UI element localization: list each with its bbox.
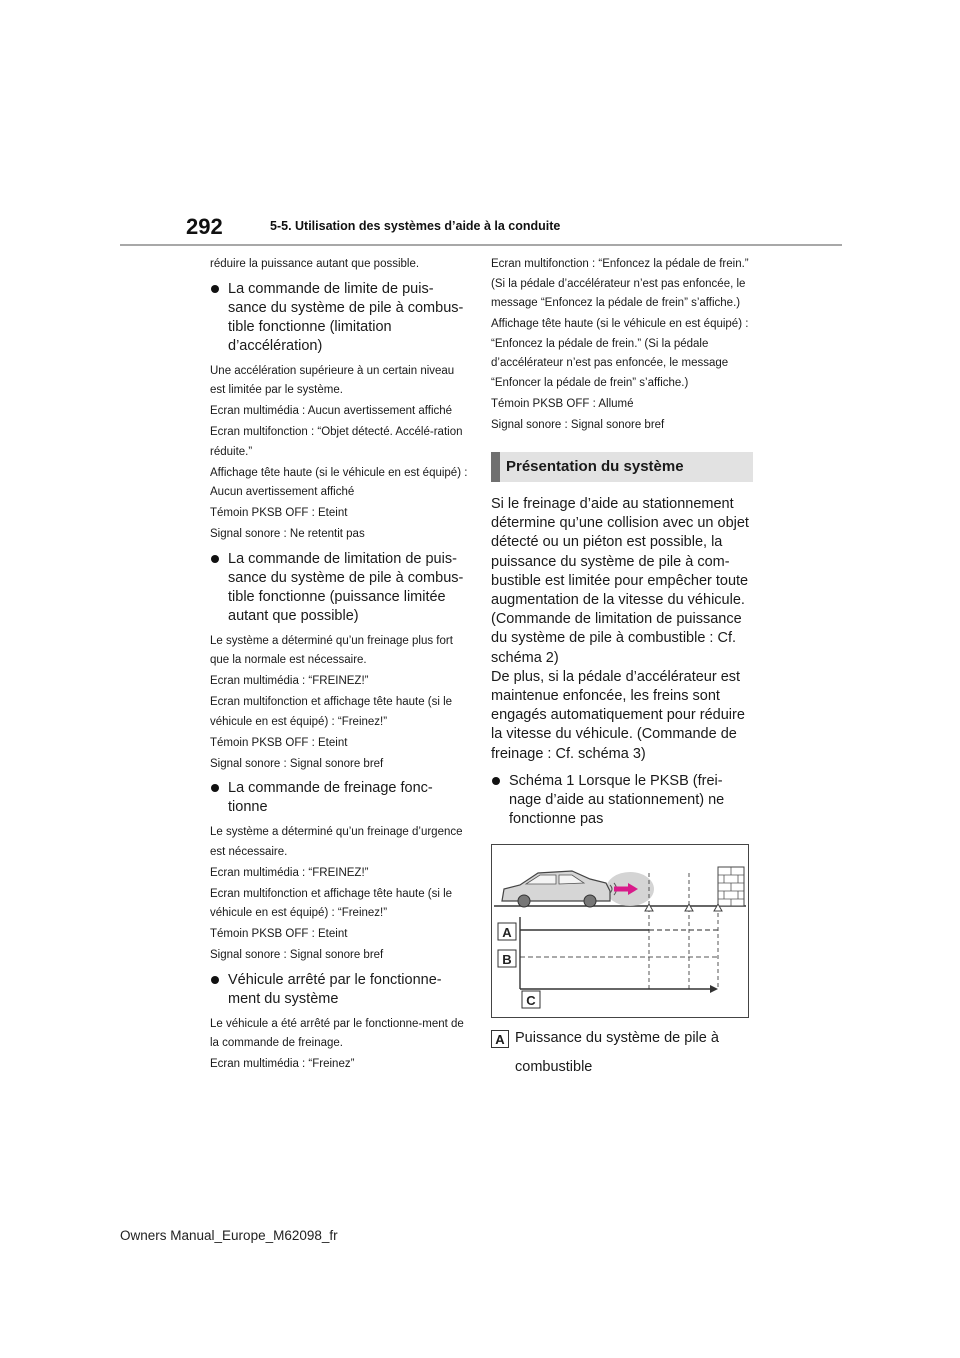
right-column xyxy=(491,255,753,1077)
detail-line: Témoin PKSB OFF : Eteint xyxy=(210,928,348,940)
legend-badge-a: A xyxy=(491,1030,509,1048)
overview-paragraph-2: De plus, si la pédale d’accélérateur est maintenue enfoncée, les freins sont engagés automatiquement pour réduire la vitesse du véhicule. (Commande de freinage : Cf. schéma 3) xyxy=(491,668,745,762)
detail-line: Le système a déterminé qu’un freinage d’urgence est nécessaire. xyxy=(210,826,463,858)
legend-label-continued: combustible xyxy=(515,1058,593,1075)
detail-line: Affichage tête haute (si le véhicule en est équipé) : “Enfoncez la pédale de frein.” (Si la pédale d’accélérateur n’est pas enfoncée, le message “Enfoncer la pédale de frein” s’affiche.) xyxy=(491,318,749,389)
label-c: C xyxy=(526,992,536,1008)
detail-line: Témoin PKSB OFF : Eteint xyxy=(210,507,348,519)
detail-line: Signal sonore : Ne retentit pas xyxy=(210,528,365,540)
detail-line: Ecran multimédia : Aucun avertissement affiché xyxy=(210,405,453,417)
triangle-marker-1 xyxy=(645,904,653,911)
triangle-marker-2 xyxy=(685,904,693,911)
detail-line: Le véhicule a été arrêté par le fonctionne-ment de la commande de freinage. xyxy=(210,1017,464,1049)
detail-line: Signal sonore : Signal sonore bref xyxy=(210,949,384,961)
section-heading: Présentation du système xyxy=(491,452,753,482)
diagram-schema-1 xyxy=(491,844,749,1018)
detail-line: Témoin PKSB OFF : Allumé xyxy=(491,397,634,410)
overview-paragraph: Si le freinage d’aide au stationnement détermine qu’une collision avec un objet détecté ou un piéton est possible, la puissance du système de pile à com-bustible est limitée pour empêcher toute augmentation de la vitesse du véhicule. (Commande de limitation de puissance du système de pile à combustible : Cf. schéma 2) xyxy=(491,496,749,666)
x-axis-arrowhead xyxy=(710,985,718,993)
page-number: 292 xyxy=(186,214,223,239)
header-rule xyxy=(120,244,842,246)
car-icon xyxy=(502,871,617,907)
legend-row xyxy=(491,1028,753,1050)
detail-line: Ecran multimédia : “FREINEZ!” xyxy=(210,866,369,879)
bullet-brake-control: La commande de freinage fonc-tionne xyxy=(210,779,472,817)
bullet-vehicle-stopped: Véhicule arrêté par le fonctionne-ment du système xyxy=(210,971,472,1009)
legend-label: Puissance du système de pile à xyxy=(515,1029,719,1046)
detail-line: Témoin PKSB OFF : Eteint xyxy=(210,736,348,749)
bullet-diagram-1: Schéma 1 Lorsque le PKSB (frei-nage d’aide au stationnement) ne fonctionne pas xyxy=(491,772,753,829)
section-title: 5-5. Utilisation des systèmes d’aide à la conduite xyxy=(270,219,561,233)
diagram-svg xyxy=(492,845,748,1017)
detail-line: Ecran multimédia : “Freinez” xyxy=(210,1058,355,1070)
bullet-acceleration-limit: La commande de limite de puis-sance du système de pile à combus-tible fonctionne (limitation d’accélération) xyxy=(210,280,472,356)
detail-line: Ecran multimédia : “FREINEZ!” xyxy=(210,675,369,687)
detail-line: Le système a déterminé qu’un freinage plus fort que la normale est nécessaire. xyxy=(210,634,453,666)
footer-text: Owners Manual_Europe_M62098_fr xyxy=(120,1228,338,1243)
bullet-power-limited: La commande de limitation de puis-sance du système de pile à combus-tible fonctionne (puissance limitée autant que possible) xyxy=(210,550,472,626)
detail-line: Affichage tête haute (si le véhicule en est équipé) : Aucun avertissement affiché xyxy=(210,466,468,498)
detail-line: Signal sonore : Signal sonore bref xyxy=(491,418,665,431)
wall-icon xyxy=(718,867,744,906)
detail-line: Signal sonore : Signal sonore bref xyxy=(210,757,384,770)
detail-line: Ecran multifonction et affichage tête haute (si le véhicule en est équipé) : “Freinez!” xyxy=(210,887,453,919)
detail-line: Une accélération supérieure à un certain niveau est limitée par le système. xyxy=(210,364,455,396)
label-a: A xyxy=(502,924,512,940)
detail-line: Ecran multifonction : “Objet détecté. Accélé-ration réduite.” xyxy=(210,426,463,458)
left-column xyxy=(210,255,472,1076)
detail-line: Ecran multifonction : “Enfoncez la pédale de frein.” (Si la pédale d’accélérateur n’est pas enfoncée, le message “Enfoncez la pédale de frein” s’affiche.) xyxy=(491,258,749,309)
label-b: B xyxy=(502,951,512,967)
intro-line: réduire la puissance autant que possible. xyxy=(210,258,420,270)
detail-line: Ecran multifonction et affichage tête haute (si le véhicule en est équipé) : “Freinez!” xyxy=(210,696,453,728)
